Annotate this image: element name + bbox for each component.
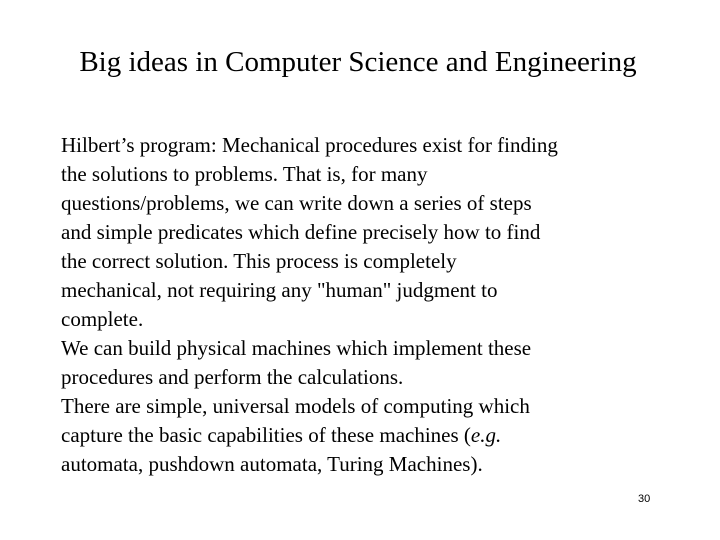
slide-title: Big ideas in Computer Science and Engineering — [79, 46, 637, 78]
paragraph-universal-models — [61, 392, 661, 479]
slide-body — [61, 131, 661, 479]
page-number: 30 — [638, 493, 651, 505]
text-line: the solutions to problems. That is, for many — [61, 162, 428, 186]
text-line-with-emphasis — [61, 421, 661, 450]
text-line: mechanical, not requiring any "human" judgment to — [61, 278, 498, 302]
text-line: complete. — [61, 307, 144, 331]
text-line: There are simple, universal models of computing which — [61, 394, 530, 418]
paragraph-physical-machines — [61, 334, 661, 392]
emphasis-text: e.g. — [470, 423, 502, 447]
text-line: and simple predicates which define precisely how to find — [61, 220, 541, 244]
text-line: Hilbert’s program: Mechanical procedures exist for finding — [61, 133, 558, 157]
text-line: procedures and perform the calculations. — [61, 365, 404, 389]
text-line: automata, pushdown automata, Turing Machines). — [61, 452, 483, 476]
text-line: We can build physical machines which implement these — [61, 336, 532, 360]
text-line: questions/problems, we can write down a series of steps — [61, 191, 532, 215]
paragraph-hilbert-program — [61, 131, 661, 334]
text-line: the correct solution. This process is completely — [61, 249, 457, 273]
text-segment: capture the basic capabilities of these machines ( — [61, 423, 471, 447]
